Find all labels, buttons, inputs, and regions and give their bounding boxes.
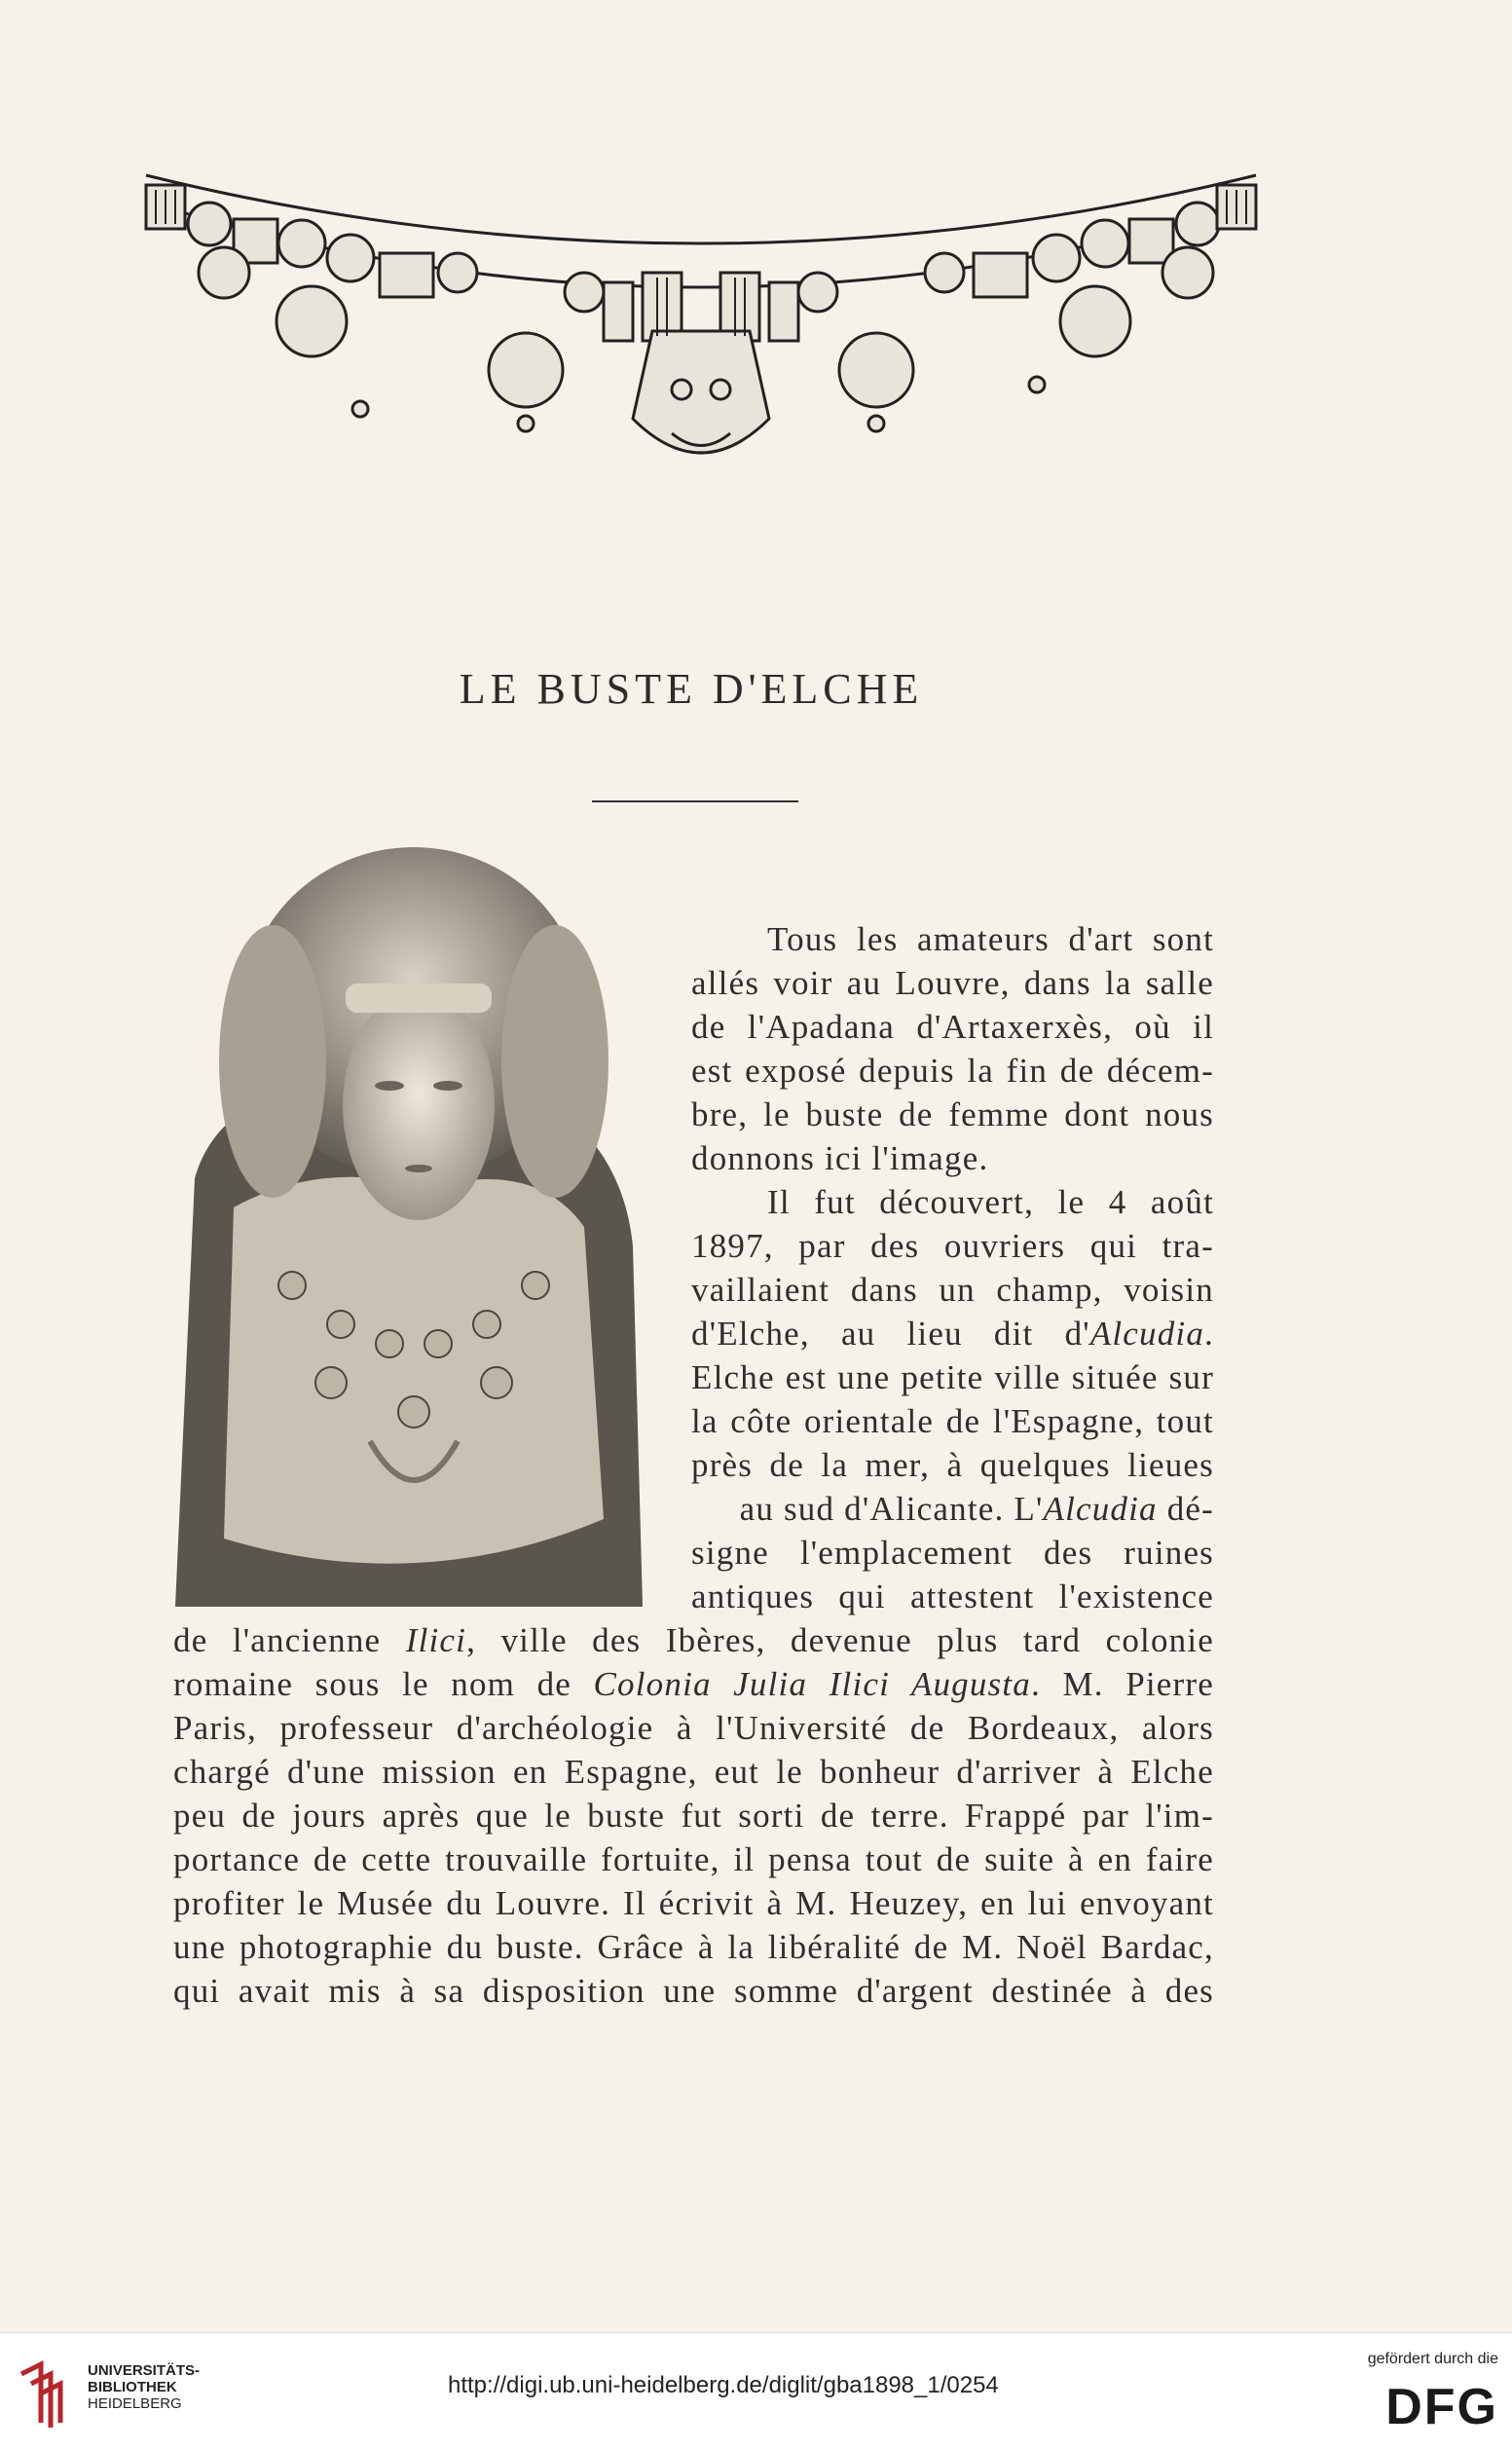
text-line-tail [691, 1315, 1214, 1354]
text-line: est exposé depuis la fin de décem- [691, 1052, 1214, 1090]
text-line: allés voir au Louvre, dans la salle [691, 964, 1214, 1002]
title-divider [592, 800, 798, 802]
text-line: peu de jours après que le buste fut sorti de terre. Frappé par l'im- [173, 1797, 1214, 1835]
university-library-logo-icon [12, 2355, 80, 2432]
text-line: de l'Apadana d'Artaxerxès, où il [691, 1008, 1214, 1046]
text-segment: . M. Pierre [1031, 1665, 1214, 1703]
text-line: Il fut découvert, le 4 août [767, 1183, 1214, 1221]
text-line: chargé d'une mission en Espagne, eut le bonheur d'arriver à Elche [173, 1753, 1214, 1791]
dfg-logo: DFG [1385, 2379, 1498, 2435]
library-name-line: UNIVERSITÄTS- [88, 2362, 201, 2379]
text-line: une photographie du buste. Grâce à la libéralité de M. Noël Bardac, [173, 1928, 1214, 1966]
italic-place-name: Ilici [405, 1621, 467, 1659]
text-segment: de l'ancienne [173, 1621, 406, 1659]
text-segment: romaine sous le nom de [173, 1665, 594, 1703]
library-name [88, 2362, 200, 2412]
italic-place-name: Colonia Julia Ilici Augusta [593, 1665, 1032, 1703]
text-line: antiques qui attestent l'existence [691, 1577, 1214, 1615]
text-line [173, 1621, 1214, 1660]
permalink-url[interactable]: http://digi.ub.uni-heidelberg.de/diglit/gba1898_1/0254 [448, 2372, 999, 2398]
text-line: près de la mer, à quelques lieues [691, 1446, 1214, 1484]
text-line: Paris, professeur d'archéologie à l'Université de Bordeaux, alors [173, 1709, 1214, 1747]
library-name-line: BIBLIOTHEK [88, 2379, 177, 2395]
text-line: bre, le buste de femme dont nous [691, 1095, 1214, 1133]
text-line [691, 1490, 1214, 1529]
text-line: Elche est une petite ville située sur [691, 1358, 1214, 1396]
necklace-illustration [136, 166, 1266, 506]
library-name-line: HEIDELBERG [88, 2395, 182, 2412]
footer-bar [0, 2332, 1512, 2449]
bust-photograph [175, 837, 652, 1607]
text-line: la côte orientale de l'Espagne, tout [691, 1402, 1214, 1440]
text-line: donnons ici l'image. [691, 1139, 989, 1177]
text-line [173, 1665, 1214, 1704]
text-line: vaillaient dans un champ, voisin [691, 1271, 1214, 1309]
text-line: profiter le Musée du Louvre. Il écrivit à M. Heuzey, en lui envoyant [173, 1884, 1214, 1922]
text-segment: . [1204, 1315, 1214, 1353]
text-line: Tous les amateurs d'art sont [767, 920, 1214, 958]
text-segment: , ville des Ibères, devenue plus tard colonie [466, 1621, 1215, 1659]
italic-place-name: Alcudia [1043, 1490, 1158, 1528]
text-segment: dé- [1157, 1490, 1214, 1528]
article-title: LE BUSTE D'ELCHE [459, 665, 924, 713]
text-segment: d'Elche, au lieu dit d' [691, 1315, 1090, 1353]
funding-label: gefördert durch die [1367, 2351, 1498, 2367]
text-line: qui avait mis à sa disposition une somme d'argent destinée à des [173, 1972, 1214, 2010]
text-line: signe l'emplacement des ruines [691, 1534, 1214, 1572]
italic-place-name: Alcudia [1089, 1315, 1205, 1353]
text-line: 1897, par des ouvriers qui tra- [691, 1227, 1214, 1265]
text-segment: au sud d'Alicante. L' [739, 1490, 1044, 1528]
text-line: portance de cette trouvaille fortuite, il pensa tout de suite à en faire [173, 1840, 1214, 1878]
